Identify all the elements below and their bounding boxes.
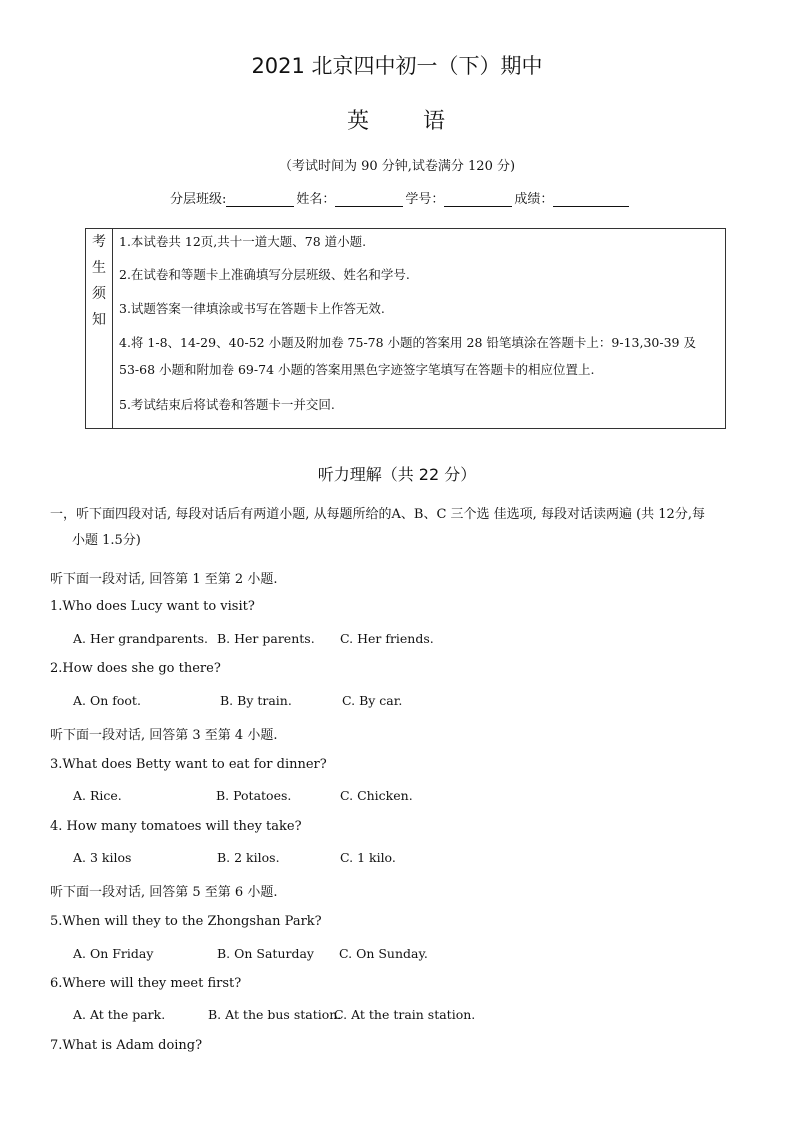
- notice-item: 1.本试卷共 12页,共十一道大题、78 道小题.: [119, 234, 367, 249]
- option-b: B. At the bus station.: [208, 1007, 342, 1022]
- number-label: 学号：: [405, 192, 445, 207]
- notice-label-char: 须: [92, 286, 106, 302]
- option-c: C. By car.: [342, 693, 403, 708]
- option-b: B. 2 kilos.: [217, 850, 280, 865]
- exam-notice-box: [85, 228, 726, 429]
- notice-item: 5.考试结束后将试卷和答题卡一并交回.: [119, 397, 335, 412]
- subject-char-2: 语: [423, 109, 448, 134]
- student-info-fields: [170, 188, 631, 207]
- notice-item: 3.试题答案一律填涂或书写在答题卡上作答无效.: [119, 301, 385, 316]
- notice-item: 4.将 1-8、14-29、40-52 小题及附加卷 75-78 小题的答案用 28 铅笔填涂在答题卡上：9-13,30-39 及: [119, 335, 696, 350]
- class-label: 分层班级:: [170, 192, 227, 207]
- option-c: C. Chicken.: [340, 788, 413, 803]
- option-c: C. Her friends.: [340, 631, 434, 646]
- dialogue-intro: 听下面一段对话, 回答第 3 至第 4 小题.: [50, 728, 278, 743]
- question-text: 2.How does she go there?: [50, 661, 221, 676]
- class-blank[interactable]: [226, 192, 294, 207]
- subject-char-1: 英: [346, 109, 371, 134]
- dialogue-intro: 听下面一段对话, 回答第 5 至第 6 小题.: [50, 885, 278, 900]
- exam-note: （考试时间为 90 分钟,试卷满分 120 分): [278, 159, 516, 174]
- option-c: C. 1 kilo.: [340, 850, 396, 865]
- section-title: 听力理解（共 22 分）: [317, 465, 477, 484]
- number-blank[interactable]: [444, 192, 512, 207]
- page-title: 2021 北京四中初一（下）期中: [251, 54, 543, 78]
- option-a: A. At the park.: [73, 1007, 166, 1022]
- option-a: A. 3 kilos: [73, 850, 132, 865]
- question-text: 1.Who does Lucy want to visit?: [50, 599, 255, 614]
- notice-label-column: [86, 229, 113, 428]
- option-a: A. On Friday: [73, 946, 154, 961]
- notice-item: 53-68 小题和附加卷 69-74 小题的答案用黑色字迹签字笔填写在答题卡的相应位置上.: [119, 362, 595, 377]
- notice-label-char: 知: [92, 312, 106, 328]
- option-c: C. At the train station.: [334, 1007, 476, 1022]
- question-text: 6.Where will they meet first?: [50, 976, 242, 991]
- option-c: C. On Sunday.: [339, 946, 428, 961]
- option-b: B. On Saturday: [217, 946, 314, 961]
- question-text: 7.What is Adam doing?: [50, 1038, 203, 1053]
- section-instruction-line-2: 小题 1.5分): [72, 533, 141, 548]
- option-b: B. By train.: [220, 693, 292, 708]
- section-instruction-line-1: 一，听下面四段对话, 每段对话后有两道小题, 从每题所给的A、B、C 三个选 佳选项, 每段对话读两遍 (共 12分,每: [50, 507, 705, 522]
- name-blank[interactable]: [335, 192, 403, 207]
- notice-item: 2.在试卷和等题卡上准确填写分层班级、姓名和学号.: [119, 267, 410, 282]
- score-blank[interactable]: [553, 192, 629, 207]
- dialogue-intro: 听下面一段对话, 回答第 1 至第 2 小题.: [50, 572, 278, 587]
- question-text: 5.When will they to the Zhongshan Park?: [50, 914, 322, 929]
- option-a: A. Her grandparents.: [73, 631, 208, 646]
- option-a: A. Rice.: [73, 788, 122, 803]
- subject-title: [0, 104, 794, 135]
- score-label: 成绩：: [514, 192, 554, 207]
- question-text: 4. How many tomatoes will they take?: [50, 819, 302, 834]
- question-text: 3.What does Betty want to eat for dinner?: [50, 757, 327, 772]
- notice-label-char: 考: [92, 234, 106, 250]
- option-b: B. Her parents.: [217, 631, 315, 646]
- option-a: A. On foot.: [73, 693, 141, 708]
- option-b: B. Potatoes.: [216, 788, 292, 803]
- name-label: 姓名：: [296, 192, 336, 207]
- notice-label-char: 生: [92, 260, 106, 276]
